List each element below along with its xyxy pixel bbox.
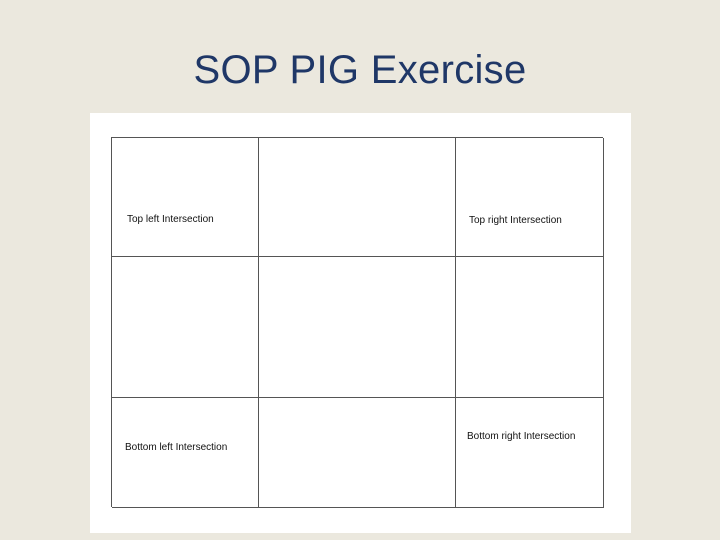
top-right-intersection-label: Top right Intersection — [469, 215, 562, 226]
slide-title: SOP PIG Exercise — [193, 48, 527, 92]
bottom-left-intersection-label: Bottom left Intersection — [125, 442, 228, 453]
top-left-intersection-label: Top left Intersection — [127, 214, 214, 225]
grid-cell-middle-right — [456, 257, 604, 398]
grid-cell-center — [259, 257, 456, 398]
grid-cell-bottom-right — [456, 398, 604, 508]
grid-cell-top-middle — [259, 138, 456, 257]
grid-cell-middle-left — [112, 257, 259, 398]
grid-cell-top-left — [112, 138, 259, 257]
bottom-right-intersection-label: Bottom right Intersection — [467, 431, 576, 442]
intersection-grid — [111, 137, 603, 507]
grid-cell-top-right — [456, 138, 604, 257]
grid-cell-bottom-middle — [259, 398, 456, 508]
grid-cell-bottom-left — [112, 398, 259, 508]
